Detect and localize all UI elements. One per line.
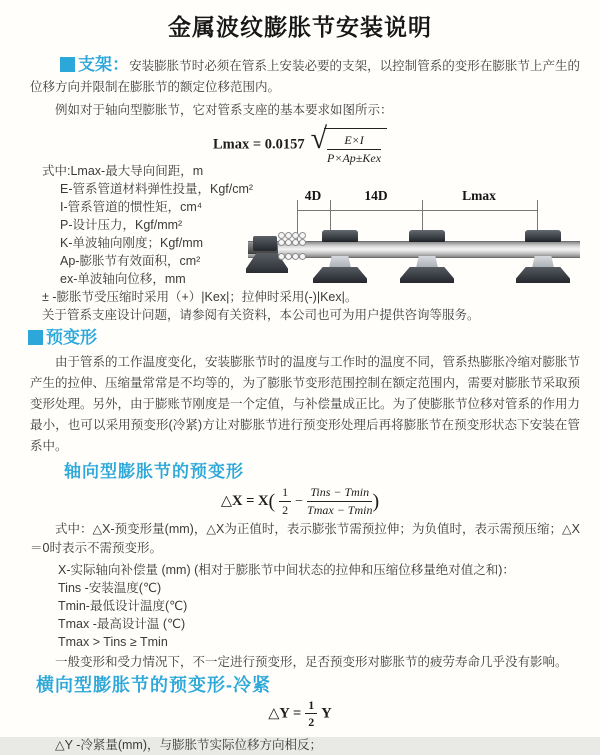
support-base — [516, 267, 570, 283]
lateral-formula-rhs: Y — [321, 705, 332, 722]
support-cap — [322, 230, 358, 242]
temp-fraction-numerator: Tins − Tmin — [307, 485, 372, 501]
support-paragraph — [0, 54, 600, 98]
dim-label-lmax: Lmax — [459, 188, 499, 204]
predeform-paragraph: 由于管系的工作温度变化，安装膨胀节时的温度与工作时的温度不同，管系热膨胀冷缩对膨胀节产生的拉伸、压缩量常常是不均等的，为了膨胀节变形范围控制在额定范围内，需要对膨胀节采取预变形处理。另外，由于膨账节刚度是一个定值，与补偿量成正比。为了使膨胀节位移对管系的作用力最小，也可以采用预变形(冷紧)方让对膨胀节进行预变形处理后再将膨胀节在预变形状态下安装在管系中。 — [30, 355, 581, 453]
dimension-line — [297, 210, 537, 211]
bellows-ring-icon — [278, 253, 285, 260]
bellows-ring-icon — [292, 232, 299, 239]
lateral-note: △Y -冷紧量(mm)，与膨胀节实际位移方向相反； — [55, 738, 323, 752]
definitions-lead: 式中:Lmax-最大导向间距，m — [42, 164, 204, 178]
section-bullet-icon — [28, 330, 43, 345]
predeform-section-heading — [28, 328, 600, 348]
definition-line: I-管系管道的惯性矩，cm⁴ — [60, 200, 203, 214]
half-numerator: 1 — [279, 485, 291, 501]
lateral-denominator: 2 — [308, 715, 315, 730]
bellows-ring-icon — [278, 239, 285, 246]
definition-line: K-单波轴向刚度；Kgf/mm — [60, 236, 204, 250]
support-intro-text: 安装膨胀节时必须在管系上安装必要的支架，以控制管系的变形在膨胀节上产生的位移方向并限制在膨胀节的额定位移范围内。 — [30, 59, 580, 94]
bellows-ring-icon — [292, 239, 299, 246]
lateral-numerator: 1 — [305, 698, 317, 714]
lmax-fraction — [327, 133, 381, 165]
temp-fraction-denominator: Tmax − Tmin — [307, 502, 373, 517]
open-paren: ( — [268, 490, 276, 513]
support-closing-note: 关于管系支座设计问题，请参阅有关资料，本公司也可为用户提供咨询等服务。 — [42, 308, 480, 322]
lateral-formula — [0, 698, 600, 728]
support-base — [313, 267, 367, 283]
lmax-fraction-denominator: P×Ap±Kex — [327, 150, 382, 165]
bellows-ring-icon — [299, 239, 306, 246]
pipe-support-diagram — [246, 190, 598, 290]
bellows-ring-icon — [285, 239, 292, 246]
axial-formula-lhs: △X = X — [220, 493, 269, 509]
temp-line: Tins -安装温度(℃) — [58, 581, 162, 595]
support-section-heading: 支架： — [78, 55, 130, 74]
axial-note: 一般变形和受力情况下，不一定进行预变形，足否预变形对膨胀节的疲劳寿命几乎没有影响。 — [55, 655, 568, 669]
support-stem — [532, 256, 554, 268]
support-stem — [329, 256, 351, 268]
support-cap — [525, 230, 561, 242]
temp-line: Tmax > Tins ≥ Tmin — [58, 635, 168, 649]
support-example-line: 例如对于轴向型膨胀节，它对管系支座的基本要求如图所示： — [55, 103, 393, 117]
radical-sign-icon: √ — [310, 122, 328, 155]
lateral-subheading: 横向型膨胀节的预变形-冷紧 — [36, 675, 271, 695]
lmax-formula-lhs: Lmax = 0.0157 — [212, 136, 305, 153]
bellows-ring-icon — [292, 253, 299, 260]
bellows-ring-icon — [299, 232, 306, 239]
lmax-formula — [0, 122, 600, 165]
lateral-half-fraction — [305, 698, 317, 730]
temp-line: Tmin-最低设计温度(℃) — [58, 599, 188, 613]
page-title: 金属波纹膨胀节安装说明 — [168, 14, 432, 40]
definition-line: ex-单波轴向位移，mm — [60, 272, 186, 286]
lateral-formula-lhs: △Y = — [268, 705, 302, 722]
bellows-ring-icon — [278, 232, 285, 239]
section-bullet-icon — [60, 57, 75, 72]
bellows-ring-icon — [285, 232, 292, 239]
bellows-ring-icon — [285, 253, 292, 260]
minus-sign: − — [295, 494, 304, 509]
definition-line: Ap-膨胀节有效面积，cm² — [60, 254, 201, 268]
definition-line: P-设计压力，Kgf/mm² — [60, 218, 183, 232]
temp-fraction — [307, 485, 372, 517]
radical-body — [324, 128, 387, 166]
axial-subheading: 轴向型膨胀节的预变形 — [64, 462, 244, 481]
anchor-block — [253, 236, 277, 251]
temp-line: Tmax -最高设计温 (℃) — [58, 617, 186, 631]
sign-convention-note: ± -膨胀节受压缩时采用（+）|Kex|；拉伸时采用(-)|Kex|。 — [42, 290, 358, 304]
axial-formula — [0, 485, 600, 517]
close-paren: ) — [372, 490, 380, 513]
dim-label-14d: 14D — [361, 188, 390, 204]
half-denominator: 2 — [282, 502, 289, 517]
lmax-fraction-numerator: E×I — [327, 133, 381, 149]
axial-explain: 式中：△X-预变形量(mm)，△X为正值时，表示膨张节需预拉伸；为负值时，表示需预压缩；△X＝0时表示不需预变形。 — [30, 522, 580, 555]
support-stem — [416, 256, 438, 268]
dim-label-4d: 4D — [302, 188, 325, 204]
x-definition: X-实际轴向补偿量 (mm) (相对于膨胀节中间状态的拉伸和压缩位移量绝对值之和)： — [58, 563, 515, 577]
definition-line: E-管系管道材料弹性投量，Kgf/cm² — [60, 182, 254, 196]
support-cap — [409, 230, 445, 242]
bellows-ring-icon — [299, 253, 306, 260]
half-fraction — [279, 485, 291, 517]
sqrt-radical — [311, 124, 387, 166]
support-base — [400, 267, 454, 283]
predeform-heading-label: 预变形 — [46, 328, 97, 347]
axial-definitions — [58, 561, 600, 651]
